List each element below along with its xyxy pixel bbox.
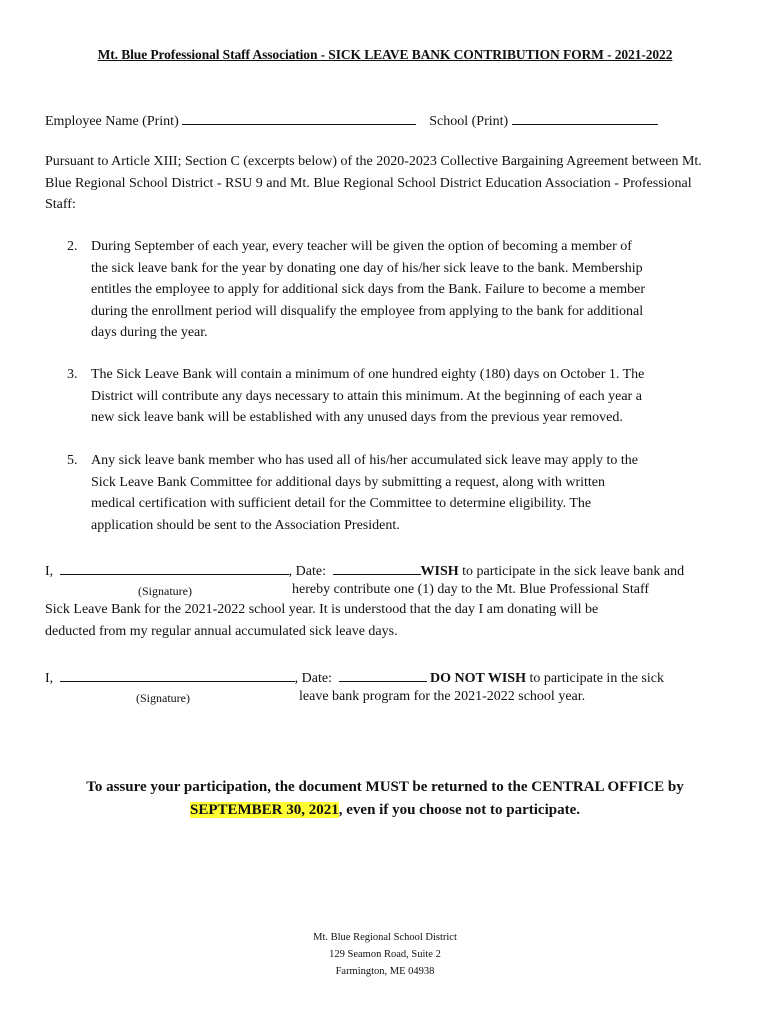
wish-rest-text: to participate in the sick leave bank and: [458, 564, 685, 579]
wish-line-3: Sick Leave Bank for the 2021-2022 school year. It is understood that the day I am donating will be: [45, 602, 599, 617]
wish-signature-field[interactable]: [60, 560, 289, 575]
item-line: medical certification with sufficient detail for the Committee to determine eligibility. The: [91, 496, 592, 511]
wish-signature-label: (Signature): [138, 584, 192, 598]
return-notice: [0, 776, 770, 822]
wish-line-2: hereby contribute one (1) day to the Mt. Blue Professional Staff: [292, 582, 650, 597]
not-wish-signature-field[interactable]: [60, 667, 295, 682]
not-wish-signature-label: (Signature): [136, 691, 190, 705]
not-wish-date-field[interactable]: [339, 667, 427, 682]
intro-paragraph: Pursuant to Article XIII; Section C (excerpts below) of the 2020-2023 Collective Bargaining Agreement between Mt. Blue Regional School District - RSU 9 and Mt. Blue Regional School District Education Association - Professional Staff:: [45, 154, 702, 212]
item-line: District will contribute any days necessary to attain this minimum. At the beginning of each year a: [91, 388, 642, 404]
notice-line-2: [0, 799, 770, 822]
footer-street: 129 Seamon Road, Suite 2: [329, 949, 441, 960]
wish-bold-word: WISH: [420, 564, 459, 579]
notice-line-2-rest: , even if you choose not to participate.: [338, 802, 580, 818]
item-line: entitles the employee to apply for additional sick days from the Bank. Failure to become a member: [91, 282, 646, 297]
item-line: During September of each year, every teacher will be given the option of becoming a member of: [91, 239, 632, 254]
item-line: days during the year.: [91, 325, 208, 340]
deadline-highlight: SEPTEMBER 30, 2021: [189, 802, 339, 818]
item-line: application should be sent to the Association President.: [91, 517, 400, 533]
footer-city: Farmington, ME 04938: [335, 966, 435, 977]
item-number: 5.: [67, 453, 78, 468]
item-line: during the enrollment period will disqualify the employee from applying to the bank for additional: [91, 303, 644, 319]
footer-org: Mt. Blue Regional School District: [313, 932, 457, 943]
wish-line-4: deducted from my regular annual accumulated sick leave days.: [45, 624, 398, 639]
item-line: Any sick leave bank member who has used all of his/her accumulated sick leave may apply to the: [91, 453, 638, 468]
wish-date-field[interactable]: [333, 560, 421, 575]
item-line: Sick Leave Bank Committee for additional days by submitting a request, along with written: [91, 474, 606, 490]
employee-name-label: Employee Name (Print): [45, 114, 179, 129]
item-number: 2.: [67, 239, 78, 254]
employee-school-row: [45, 110, 658, 130]
notice-line-1: To assure your participation, the document MUST be returned to the CENTRAL OFFICE by: [86, 779, 684, 795]
wish-date-label: , Date:: [288, 564, 326, 579]
form-title: Mt. Blue Professional Staff Association - SICK LEAVE BANK CONTRIBUTION FORM - 2021-2022: [97, 47, 673, 62]
item-line: The Sick Leave Bank will contain a minimum of one hundred eighty (180) days on October 1. The: [91, 367, 645, 382]
item-line: new sick leave bank will be established with any unused days from the previous year removed.: [91, 410, 623, 425]
not-wish-prefix: I,: [45, 671, 54, 686]
wish-prefix: I,: [45, 564, 54, 579]
not-wish-rest-text: to participate in the sick: [525, 671, 664, 686]
employee-name-field[interactable]: [182, 110, 416, 125]
not-wish-date-label: , Date:: [294, 671, 332, 686]
item-number: 3.: [67, 367, 78, 382]
school-field[interactable]: [512, 110, 658, 125]
school-label: School (Print): [429, 114, 509, 129]
item-line: the sick leave bank for the year by donating one day of his/her sick leave to the bank. Membership: [91, 260, 643, 276]
not-wish-row: [45, 667, 664, 687]
footer-address: [0, 929, 770, 980]
wish-row: [45, 560, 684, 580]
not-wish-bold-word: DO NOT WISH: [430, 671, 526, 686]
not-wish-line-2: leave bank program for the 2021-2022 school year.: [299, 689, 586, 704]
